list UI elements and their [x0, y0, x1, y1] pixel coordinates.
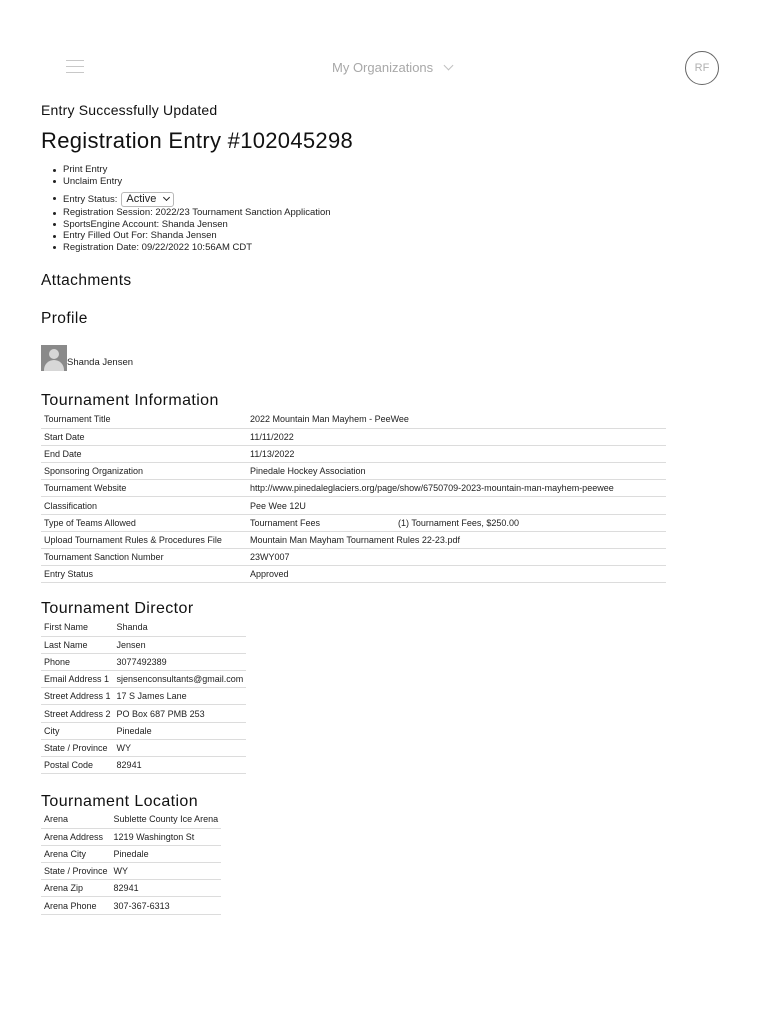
- field-value: 1219 Washington St: [111, 828, 222, 845]
- table-row: [41, 566, 666, 583]
- tournament-info-table: [41, 411, 666, 583]
- profile-heading: Profile: [41, 310, 88, 327]
- field-value: [247, 480, 666, 497]
- field-label: Sponsoring Organization: [41, 463, 247, 480]
- field-value: 23WY007: [247, 549, 666, 566]
- table-row: [41, 705, 246, 722]
- table-row: [41, 897, 221, 914]
- field-value: Jensen: [114, 636, 247, 653]
- tournament-website-link[interactable]: http://www.pinedaleglaciers.org/page/show/6750709-2023-mountain-man-mayhem-peewee: [250, 483, 614, 494]
- field-value: WY: [114, 739, 247, 756]
- unclaim-entry-item: [63, 176, 741, 188]
- table-row: [41, 880, 221, 897]
- chevron-down-icon: [444, 61, 454, 71]
- table-row: [41, 411, 666, 428]
- sportsengine-account: SportsEngine Account: Shanda Jensen: [63, 219, 741, 231]
- tournament-info-heading: Tournament Information: [41, 392, 219, 409]
- field-label: Entry Status: [41, 566, 247, 583]
- fee-amount: (1) Tournament Fees, $250.00: [398, 517, 519, 528]
- field-label: First Name: [41, 619, 114, 636]
- field-label: Arena Address: [41, 828, 111, 845]
- table-row: [41, 480, 666, 497]
- chevron-down-icon: [163, 194, 170, 201]
- org-switcher[interactable]: [332, 60, 452, 75]
- field-value: Pinedale: [114, 722, 247, 739]
- field-label: Phone: [41, 653, 114, 670]
- attachments-heading: Attachments: [41, 272, 132, 289]
- avatar: [41, 345, 67, 371]
- field-label: Street Address 1: [41, 688, 114, 705]
- unclaim-entry-link[interactable]: Unclaim Entry: [63, 175, 123, 187]
- entry-actions: [63, 164, 741, 187]
- fee-type: Tournament Fees: [250, 517, 321, 528]
- field-label: Tournament Title: [41, 411, 247, 428]
- field-label: Arena: [41, 811, 111, 828]
- field-label: Street Address 2: [41, 705, 114, 722]
- table-row: [41, 845, 221, 862]
- tournament-director-table: [41, 619, 246, 774]
- filled-out-for: Entry Filled Out For: Shanda Jensen: [63, 230, 741, 242]
- page-title: Registration Entry #102045298: [41, 128, 354, 153]
- field-label: Postal Code: [41, 757, 114, 774]
- rules-file-link[interactable]: Mountain Man Mayham Tournament Rules 22-23.pdf: [250, 534, 460, 545]
- field-value: Pee Wee 12U: [247, 497, 666, 514]
- field-label: Arena Phone: [41, 897, 111, 914]
- table-row: [41, 497, 666, 514]
- table-row: [41, 653, 246, 670]
- table-row: [41, 531, 666, 548]
- field-label: Classification: [41, 497, 247, 514]
- field-value: Pinedale Hockey Association: [247, 463, 666, 480]
- field-value: 307-367-6313: [111, 897, 222, 914]
- field-label: State / Province: [41, 739, 114, 756]
- entry-status-select[interactable]: [121, 192, 174, 207]
- registration-session: Registration Session: 2022/23 Tournament Sanction Application: [63, 207, 741, 219]
- field-value: sjensenconsultants@gmail.com: [114, 671, 247, 688]
- field-value: Shanda: [114, 619, 247, 636]
- table-row: [41, 811, 221, 828]
- main-content: [41, 100, 741, 911]
- table-row: [41, 514, 666, 531]
- print-entry-link[interactable]: Print Entry: [63, 164, 108, 175]
- field-label: Arena City: [41, 845, 111, 862]
- field-label: Start Date: [41, 428, 247, 445]
- field-value: Pinedale: [111, 845, 222, 862]
- field-value: 3077492389: [114, 653, 247, 670]
- field-value: 11/11/2022: [247, 428, 666, 445]
- entry-meta-list: [63, 192, 741, 253]
- table-row: [41, 549, 666, 566]
- table-row: [41, 688, 246, 705]
- profile-name: Shanda Jensen: [67, 357, 134, 368]
- table-row: [41, 428, 666, 445]
- menu-icon[interactable]: [66, 60, 84, 74]
- field-value: 82941: [114, 757, 247, 774]
- field-label: Arena Zip: [41, 880, 111, 897]
- table-row: [41, 722, 246, 739]
- field-value: PO Box 687 PMB 253: [114, 705, 247, 722]
- field-label: Type of Teams Allowed: [41, 514, 247, 531]
- entry-status-value: Active: [126, 192, 157, 205]
- field-label: Upload Tournament Rules & Procedures File: [41, 531, 247, 548]
- field-value: [247, 531, 666, 548]
- registration-date: Registration Date: 09/22/2022 10:56AM CDT: [63, 242, 741, 254]
- profile-card: [41, 345, 133, 371]
- field-label: Tournament Sanction Number: [41, 549, 247, 566]
- field-value: Sublette County Ice Arena: [111, 811, 222, 828]
- field-value: 11/13/2022: [247, 445, 666, 462]
- table-row: [41, 863, 221, 880]
- table-row: [41, 619, 246, 636]
- success-banner: Entry Successfully Updated: [41, 102, 218, 118]
- field-value: WY: [111, 863, 222, 880]
- org-switcher-label: My Organizations: [332, 60, 434, 75]
- field-label: Email Address 1: [41, 671, 114, 688]
- field-label: Last Name: [41, 636, 114, 653]
- field-value: 17 S James Lane: [114, 688, 247, 705]
- field-value: 2022 Mountain Man Mayhem - PeeWee: [247, 411, 666, 428]
- top-bar: [0, 48, 770, 88]
- tournament-location-heading: Tournament Location: [41, 793, 199, 810]
- user-avatar[interactable]: RF: [685, 51, 719, 85]
- print-entry-item: [63, 164, 741, 176]
- field-label: End Date: [41, 445, 247, 462]
- tournament-location-table: [41, 811, 221, 915]
- field-value: Approved: [247, 566, 666, 583]
- field-label: State / Province: [41, 863, 111, 880]
- field-value: [247, 514, 666, 531]
- field-value: 82941: [111, 880, 222, 897]
- table-row: [41, 463, 666, 480]
- tournament-director-heading: Tournament Director: [41, 600, 194, 617]
- table-row: [41, 636, 246, 653]
- entry-status-item: [63, 192, 741, 207]
- field-label: Tournament Website: [41, 480, 247, 497]
- table-row: [41, 757, 246, 774]
- table-row: [41, 828, 221, 845]
- entry-status-label: Entry Status:: [63, 193, 118, 205]
- table-row: [41, 739, 246, 756]
- table-row: [41, 445, 666, 462]
- field-label: City: [41, 722, 114, 739]
- table-row: [41, 671, 246, 688]
